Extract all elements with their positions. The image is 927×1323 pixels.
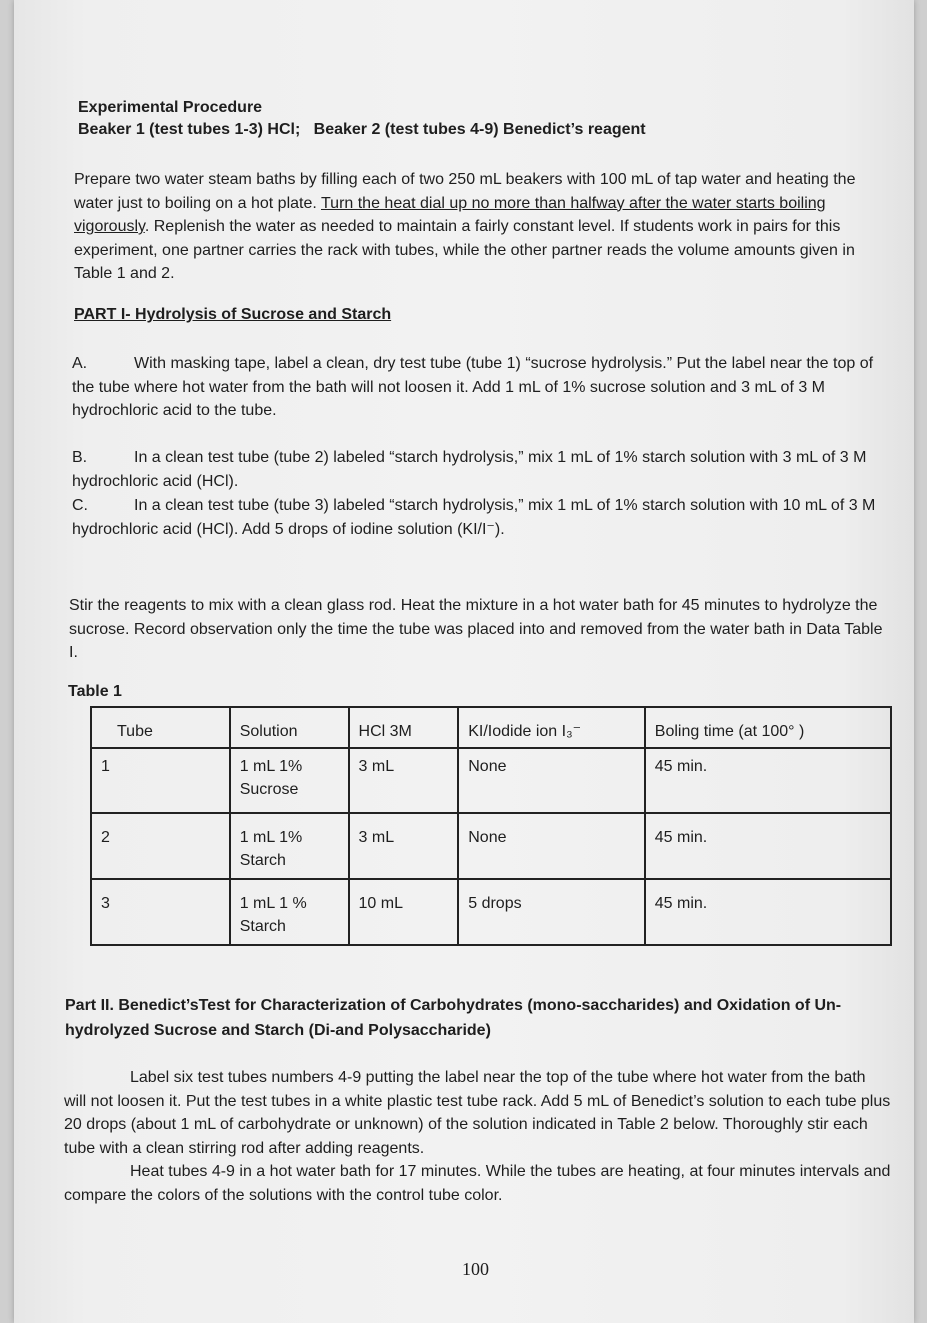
stir-paragraph: Stir the reagents to mix with a clean glass rod. Heat the mixture in a hot water bath for 45 minutes to hydrolyze the sucrose. Record observation only the time the tube was placed into and removed from the water bath in Data Table I. xyxy=(69,597,883,661)
beaker-line xyxy=(78,121,898,139)
table-row xyxy=(91,748,891,813)
step-c-text: In a clean test tube (tube 3) labeled “starch hydrolysis,” mix 1 mL of 1% starch solution with 10 mL of 3 M hydrochloric acid (HCl). Add 5 drops of iodine solution (KI/I⁻). xyxy=(72,497,876,538)
part1-heading: PART I- Hydrolysis of Sucrose and Starch xyxy=(74,306,392,323)
intro-text-end: . Replenish the water as needed to maintain a fairly constant level. If students work in pairs for this experiment, one partner carries the rack with tubes, while the other partner reads the volume amounts given in Table 1 and 2. xyxy=(74,218,855,282)
part2-paragraph-2: Heat tubes 4-9 in a hot water bath for 17 minutes. While the tubes are heating, at four minutes intervals and compare the colors of the solutions with the control tube color. xyxy=(64,1163,891,1204)
table-cell-tube: 1 xyxy=(91,748,230,813)
intro-text: Prepare two water steam baths by filling each of two 250 mL beakers with 100 mL of tap water and heating the water just to boiling on a hot plate. xyxy=(74,171,856,212)
table-cell-boiling-time: 45 min. xyxy=(645,748,891,813)
table-cell-solution: 1 mL 1 % Starch xyxy=(230,879,349,945)
table-header-row xyxy=(91,707,891,748)
intro-underlined-text: Turn the heat dial up no more than halfway after the water starts boiling vigorously xyxy=(74,194,826,235)
page-number: 100 xyxy=(462,1259,489,1279)
step-a-letter: A. xyxy=(72,355,88,372)
step-c-letter: C. xyxy=(72,497,88,514)
table-row xyxy=(91,879,891,945)
table-cell-boiling-time: 45 min. xyxy=(645,879,891,945)
part2-paragraph-1: Label six test tubes numbers 4-9 putting the label near the top of the tube where hot water from the bath will not loosen it. Put the test tubes in a white plastic test tube rack. Add 5 mL of Benedict’s solution to each tube plus 20 drops (about 1 mL of carbohydrate or unknown) of the solution indicated in Table 2 below. Thoroughly stir each tube with a clean stirring rod after adding reagents. xyxy=(64,1069,891,1157)
document-page xyxy=(14,0,914,1323)
table-cell-iodide: None xyxy=(458,813,645,879)
intro-paragraph xyxy=(74,168,890,286)
step-b xyxy=(72,446,892,493)
step-b-text: In a clean test tube (tube 2) labeled “starch hydrolysis,” mix 1 mL of 1% starch solution with 3 mL of 3 M hydrochloric acid (HCl). xyxy=(72,449,867,490)
step-c xyxy=(72,494,892,541)
column-header-solution: Solution xyxy=(230,707,349,748)
table-cell-hcl: 3 mL xyxy=(349,748,459,813)
table-1 xyxy=(90,706,892,946)
table-cell-solution: 1 mL 1% Sucrose xyxy=(230,748,349,813)
table-cell-solution: 1 mL 1% Starch xyxy=(230,813,349,879)
table-cell-iodide: None xyxy=(458,748,645,813)
table-row xyxy=(91,813,891,879)
part2-heading: Part II. Benedict’sTest for Characterization of Carbohydrates (mono-saccharides) and Oxidation of Un-hydrolyzed Sucrose and Starch (Di-and Polysaccharide) xyxy=(65,997,842,1039)
table-1-caption: Table 1 xyxy=(68,683,122,700)
step-b-letter: B. xyxy=(72,449,88,466)
beaker-1-label: Beaker 1 (test tubes 1-3) HCl; xyxy=(78,121,301,138)
beaker-2-label: Beaker 2 (test tubes 4-9) Benedict’s reagent xyxy=(313,121,646,138)
table-cell-hcl: 3 mL xyxy=(349,813,459,879)
step-a-text: With masking tape, label a clean, dry test tube (tube 1) “sucrose hydrolysis.” Put the label near the top of the tube where hot water from the bath will not loosen it. Add 1 mL of 1% sucrose solution and 3 mL of 3 M hydrochloric acid to the tube. xyxy=(72,355,874,419)
column-header-tube: Tube xyxy=(91,707,230,748)
table-cell-hcl: 10 mL xyxy=(349,879,459,945)
column-header-iodide: KI/Iodide ion I₃⁻ xyxy=(458,707,645,748)
table-cell-tube: 3 xyxy=(91,879,230,945)
step-a xyxy=(72,352,892,423)
column-header-boiling-time: Boling time (at 100° ) xyxy=(645,707,891,748)
table-cell-boiling-time: 45 min. xyxy=(645,813,891,879)
table-cell-iodide: 5 drops xyxy=(458,879,645,945)
page-title: Experimental Procedure xyxy=(78,99,263,116)
table-cell-tube: 2 xyxy=(91,813,230,879)
column-header-hcl: HCl 3M xyxy=(349,707,459,748)
